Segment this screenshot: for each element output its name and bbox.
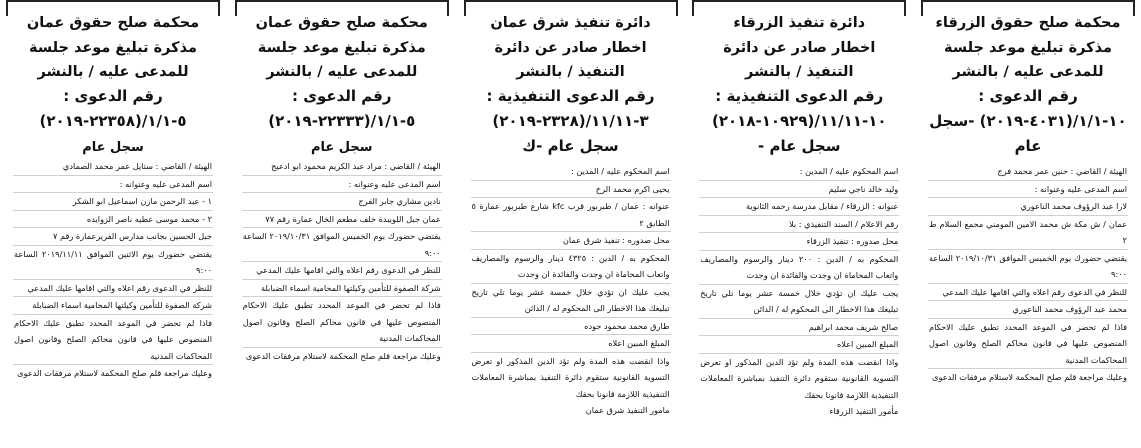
notice-line: نادين مشاري جابر الفرج xyxy=(242,193,442,211)
notice-line: عمان / ش مكة ش محمد الامين المومني مجمع السلام ط ٢ xyxy=(928,216,1128,250)
court-name: محكمة صلح حقوق عمان xyxy=(255,15,428,31)
notice-line: طارق محمد محمود جوده xyxy=(471,318,671,336)
notice-line: يجب عليك ان تؤدي خلال خمسة عشر يوما تلي تاريخ تبليغك هذا الاخطار الى المحكوم له / الدائن xyxy=(699,285,899,319)
notice-line: محل صدوره : تنفيذ شرق عمان xyxy=(471,232,671,250)
notice-line: المبلغ المبين اعلاه xyxy=(471,335,671,353)
notice-line: اسم المحكوم عليه / المدين : xyxy=(471,163,671,181)
notice-column-4 xyxy=(235,0,449,448)
notice-line: صالح شريف محمد ابراهيم xyxy=(699,319,899,337)
notice-line: الهيئة / القاضي : ستايل عمر محمد الصمادي xyxy=(13,158,213,176)
case-number: رقم الدعوى التنفيذية : ١٠-١١/١١/(١٠٩٢٩-٢٠١٨) سجل عام - xyxy=(712,87,887,155)
notice-line: محمد عبد الرؤوف محمد الناعوري xyxy=(928,301,1128,319)
notice-column-5 xyxy=(6,0,220,448)
notice-line: وليد خالد ناجي سليم xyxy=(699,181,899,199)
notice-line: للنظر في الدعوى رقم اعلاه والتي اقامها عليك المدعي xyxy=(928,284,1128,302)
notice-line: لارا عبد الرؤوف محمد الناعوري xyxy=(928,198,1128,216)
notice-line: واذا انقضت هذه المدة ولم تؤد الدين المذكور او تعرض التسوية القانونية ستقوم دائرة التنفيذ بمباشرة المعاملات التنفيذية اللازمة قانونا بحقك xyxy=(471,355,670,399)
notice-line: للنظر في الدعوى رقم اعلاه والتي اقامها عليك المدعي xyxy=(242,262,442,280)
notice-column-1 xyxy=(921,0,1135,448)
case-number: رقم الدعوى : ١٠-١/١/(٤٠٣١-٢٠١٩) -سجل عام xyxy=(929,87,1127,155)
notice-line: يقتضي حضورك يوم الاثنين الموافق ٢٠١٩/١١/١١ الساعة ٩:٠٠ xyxy=(13,246,213,280)
case-number: رقم الدعوى : ٥-١/١/(٢٢٣٥٨-٢٠١٩) xyxy=(39,87,187,130)
notice-line: شركة الصفوة للتأمين وكيلتها المحامية اسماء الضبابلة xyxy=(13,297,213,315)
notice-line: وعليك مراجعة قلم صلح المحكمة لاستلام مرفقات الدعوى xyxy=(932,372,1127,382)
notice-title: مذكرة تبليغ موعد جلسة للمدعى عليه / بالنشر xyxy=(257,40,426,80)
notice-line: وعليك مراجعة قلم صلح المحكمة لاستلام مرفقات الدعوى xyxy=(17,368,212,378)
notice-line: المحكوم به / الدين : ٤٣٢٥ دينار والرسوم والمصاريف واتعاب المحاماة ان وجدت والفائدة ان وجدت xyxy=(471,250,671,284)
notice-line: المحكوم به / الدين : ٢٠٠ دينار والرسوم والمصاريف واتعاب المحاماة ان وجدت والفائدة ان وجدت xyxy=(699,251,899,285)
notice-title: مذكرة تبليغ موعد جلسة للمدعى عليه / بالنشر xyxy=(944,40,1112,80)
notice-line: يقتضي حضورك يوم الخميس الموافق ٢٠١٩/١٠/٣١ الساعة ٩:٠٠ xyxy=(928,250,1128,284)
case-number: رقم الدعوى التنفيذية : ٣-١١/١١/(٢٣٢٨-٢٠١٩) سجل عام -ك xyxy=(486,87,655,155)
notice-line: فاذا لم تحضر في الموعد المحدد تطبق عليك الاحكام المنصوص عليها في قانون محاكم الصلح وقانون اصول المحاكمات المدنية xyxy=(928,319,1128,370)
notice-line: يحيى اكرم محمد الرخ xyxy=(471,181,671,199)
notice-title: اخطار صادر عن دائرة التنفيذ / بالنشر xyxy=(723,40,876,80)
notice-line: المبلغ المبين اعلاه xyxy=(699,336,899,354)
notice-line: شركة الصفوة للتأمين وكيلتها المحامية اسماء الضبابلة xyxy=(242,280,442,298)
record-label: سجل عام xyxy=(310,140,373,155)
notice-line: الهيئة / القاضي : حنين عمر محمد فرج xyxy=(928,163,1128,181)
notice-line: اسم المحكوم عليه / المدين : xyxy=(699,163,899,181)
notice-column-3 xyxy=(464,0,678,448)
court-name: دائرة تنفيذ الزرقاء xyxy=(733,15,866,31)
court-name: دائرة تنفيذ شرق عمان xyxy=(490,15,651,31)
notice-line: اسم المدعى عليه وعنوانه : xyxy=(242,176,442,194)
court-name: محكمة صلح حقوق الزرقاء xyxy=(935,15,1121,31)
case-number: رقم الدعوى : ٥-١/١/(٢٢٣٣٣-٢٠١٩) xyxy=(268,87,416,130)
notice-line: اسم المدعى عليه وعنوانه : xyxy=(928,181,1128,199)
notice-line: عمان جبل اللويبدة خلف مطعم الخال عمارة رقم ٧٧ xyxy=(242,211,442,229)
notice-line: عنوانه : الزرقاء / مقابل مدرسة رحمه الثانوية xyxy=(699,198,899,216)
notice-title: مذكرة تبليغ موعد جلسة للمدعى عليه / بالنشر xyxy=(29,40,197,80)
notice-title: اخطار صادر عن دائرة التنفيذ / بالنشر xyxy=(494,40,647,80)
notice-line: يجب عليك ان تؤدي خلال خمسة عشر يوما تلي تاريخ تبليغك هذا الاخطار الى المحكوم له / الدائن xyxy=(471,284,671,318)
notice-line: الهيئة / القاضي : مراد عبد الكريم محمود ابو ادعيج xyxy=(242,158,442,176)
notice-line: ٢ - محمد موسى عطيه ناصر الزوايده xyxy=(13,211,213,229)
notice-column-2 xyxy=(692,0,906,448)
notice-line: يقتضي حضورك يوم الخميس الموافق ٢٠١٩/١٠/٣١ الساعة ٩:٠٠ xyxy=(242,228,442,262)
notice-line: جبل الحسين بجانب مدارس الفريرعمارة رقم ٧ xyxy=(13,228,213,246)
notice-line: ١ - عبد الرحمن مازن اسماعيل ابو الشكر xyxy=(13,193,213,211)
court-name: محكمة صلح حقوق عمان xyxy=(26,15,200,31)
notice-line: وعليك مراجعة قلم صلح المحكمة لاستلام مرفقات الدعوى xyxy=(245,350,441,361)
notice-line: فاذا لم تحضر في الموعد المحدد تطبق عليك الاحكام المنصوص عليها في قانون محاكم الصلح وقانون اصول المحاكمات المدنية xyxy=(242,297,442,348)
notice-line: واذا انقضت هذه المدة ولم تؤد الدين المذكور او تعرض التسوية القانونية ستقوم دائرة التنفيذ بمباشرة المعاملات التنفيذية اللازمة قانونا بحقك xyxy=(700,356,899,400)
record-label: سجل عام xyxy=(82,140,144,155)
signature: مأمور التنفيذ الزرقاء xyxy=(829,406,899,416)
notice-line: عنوانه : عمان / طبربور قرب kfc شارع طبربور عمارة ٥ الطابق ٢ xyxy=(471,198,671,232)
notice-line: للنظر في الدعوى رقم اعلاه والتي اقامها عليك المدعي xyxy=(13,280,213,298)
notice-line: رقم الاعلام / السند التنفيذي : بلا xyxy=(699,216,899,234)
notice-line: اسم المدعى عليه وعنوانه : xyxy=(13,176,213,194)
notice-line: فاذا لم تحضر في الموعد المحدد تطبق عليك الاحكام المنصوص عليها في قانون محاكم الصلح وقانون اصول المحاكمات المدنية xyxy=(13,315,213,366)
signature: مامور التنفيذ شرق عمان xyxy=(585,405,670,415)
notice-line: محل صدوره : تنفيذ الزرقاء xyxy=(699,233,899,251)
